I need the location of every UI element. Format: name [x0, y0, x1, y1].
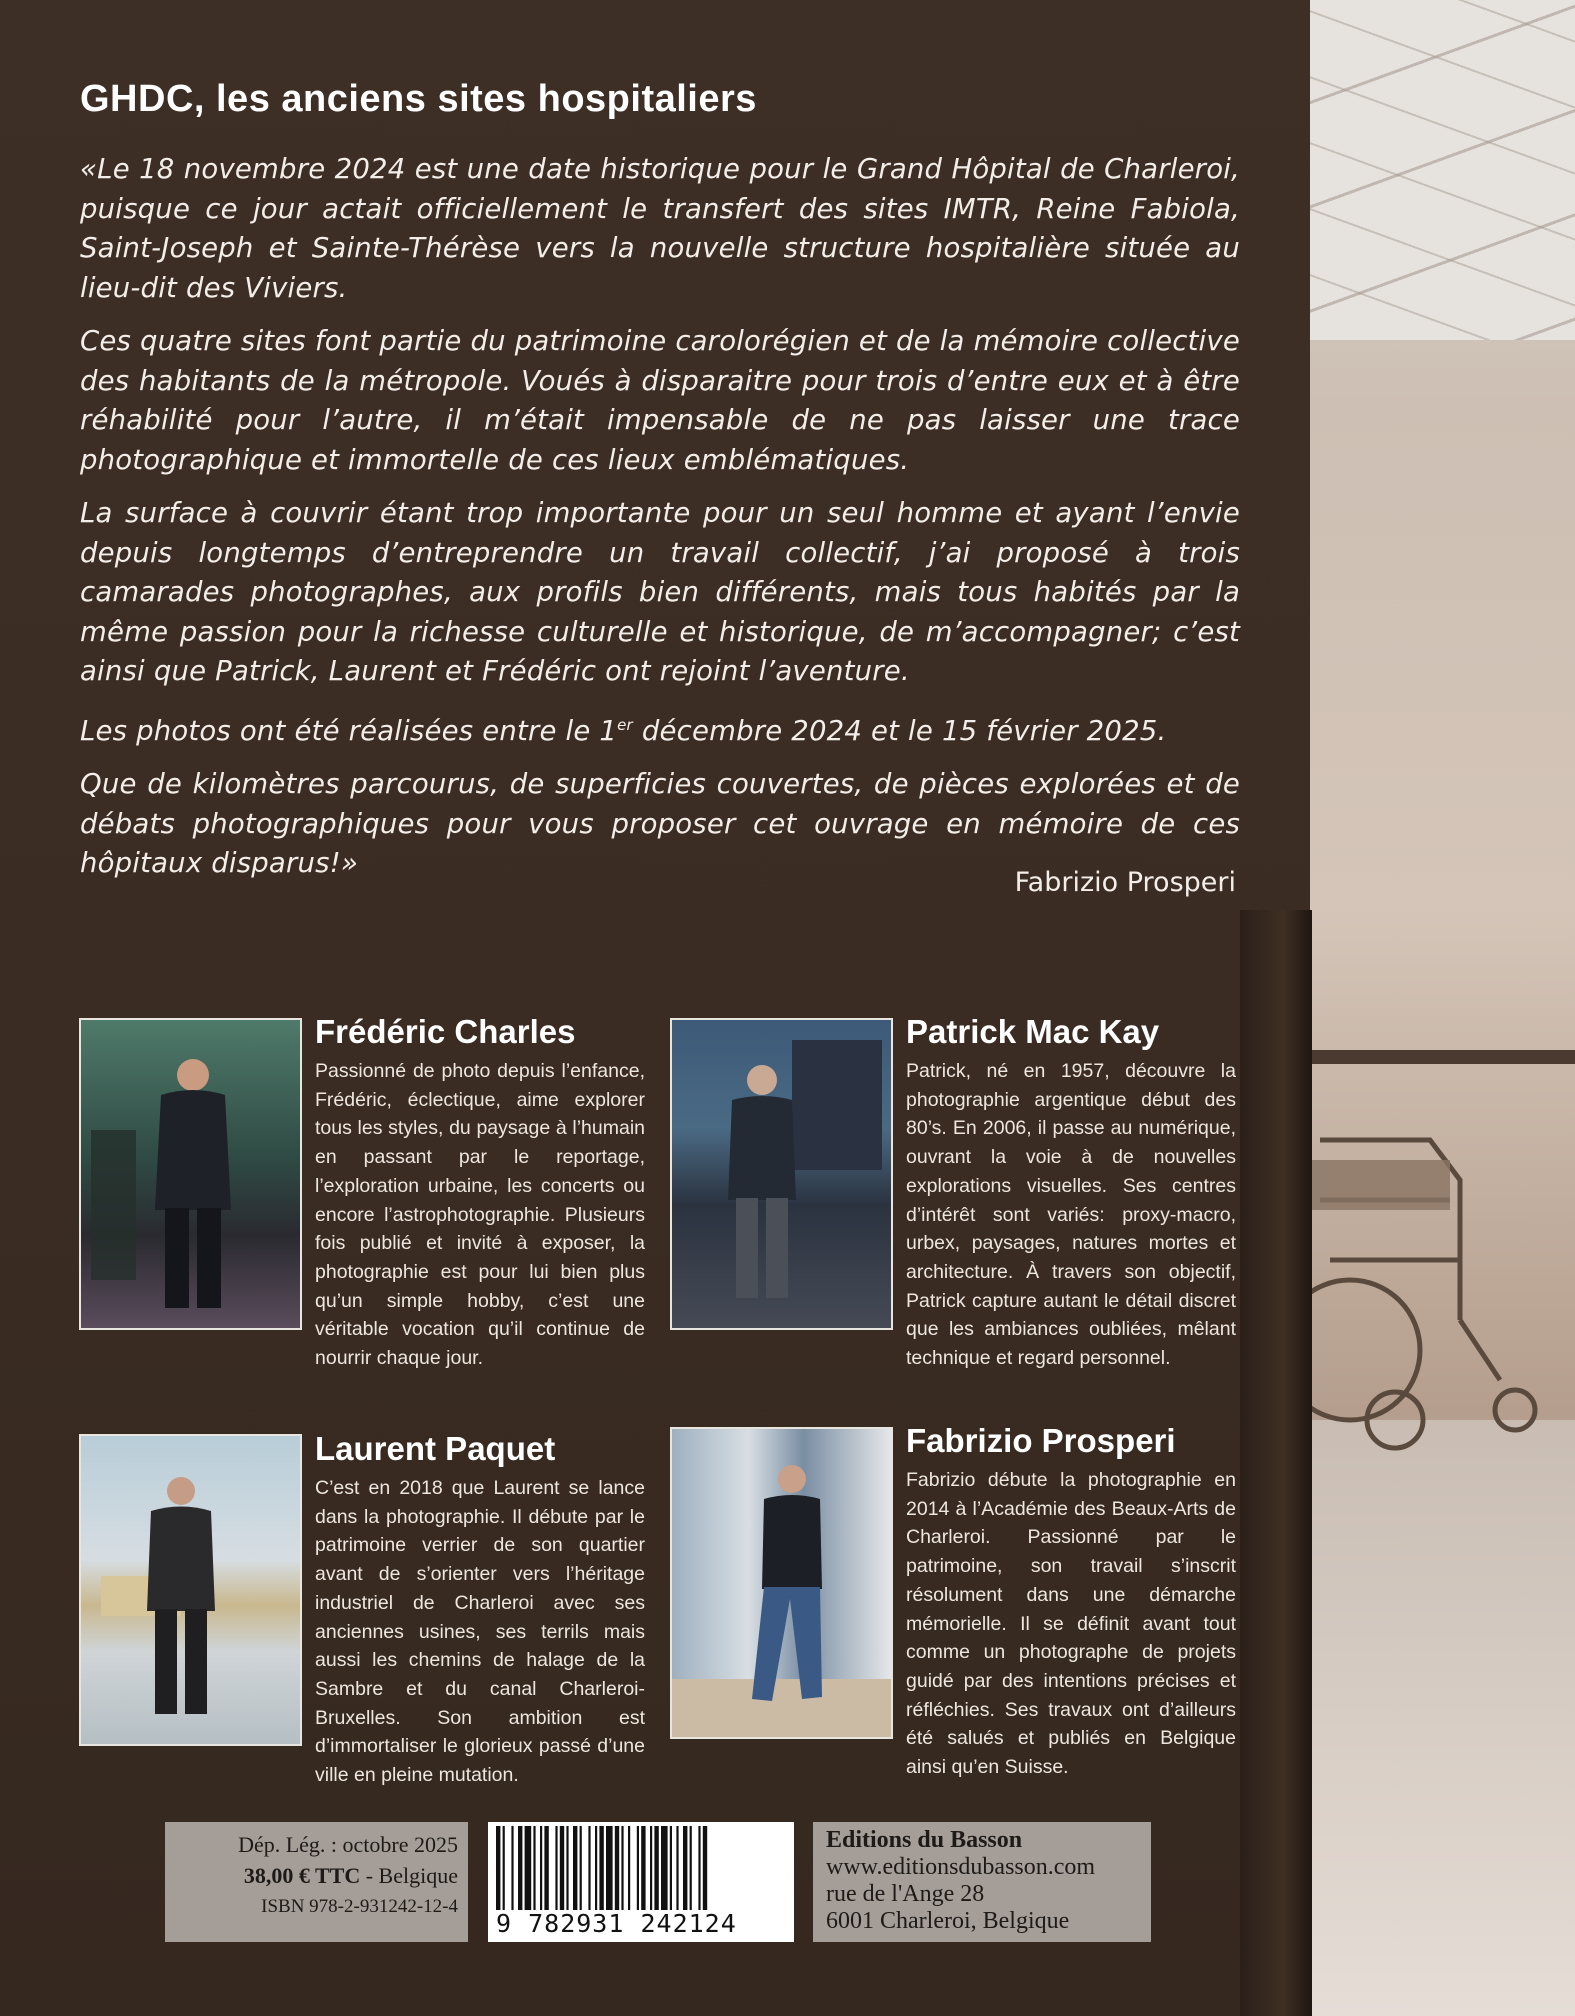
price: 38,00 € TTC — [243, 1863, 361, 1888]
corridor-handrail — [1310, 1050, 1575, 1064]
intro-signature: Fabrizio Prosperi — [1014, 867, 1236, 898]
bio-text: C’est en 2018 que Laurent se lance dans la photographie. Il débute par le patrimoine verrier de son quartier avant de s’orienter vers l’héritage industriel de Charleroi avec ses anciennes usines, ses terrils mais aussi les chemins de halage de la Sambre et du canal Charleroi-Bruxelles. Son ambition est d’immortaliser le glorieux passé d’une ville en pleine mutation. — [315, 1477, 645, 1787]
bio-name: Laurent Paquet — [315, 1430, 556, 1467]
intro-text — [80, 150, 1240, 884]
bio-text: Patrick, né en 1957, découvre la photographie argentique début des 80’s. En 2006, il passe au numérique, ouvrant la voie à de nouvelles explorations visuelles. Ses centres d’intérêt sont variés: proxy-macro, urbex, paysages, natures mortes et architecture. À travers son objectif, Patrick capture autant le détail discret que les ambiances oubliées, mêlant technique et regard personnel. — [906, 1060, 1236, 1370]
ordinal-suffix: er — [617, 715, 633, 734]
bio-name: Patrick Mac Kay — [906, 1013, 1160, 1050]
barcode-bar — [588, 1826, 590, 1910]
publisher-box — [813, 1822, 1151, 1942]
barcode-bar — [637, 1826, 639, 1910]
person-silhouette-icon — [81, 1020, 302, 1330]
publisher-city: 6001 Charleroi, Belgique — [826, 1908, 1070, 1934]
barcode-bar — [690, 1826, 692, 1910]
barcode-digits: 9 782931 242124 — [496, 1909, 737, 1938]
wheelchair-illustration — [1310, 1120, 1575, 1560]
intro-paragraph: Que de kilomètres parcourus, de superficies couvertes, de pièces explorées et de débats photographiques pour vous proposer cet ouvrage en mémoire de ces hôpitaux disparus!» — [80, 768, 1240, 880]
bio-text: Passionné de photo depuis l’enfance, Frédéric, éclectique, aime explorer tous les styles, du paysage à l’humain en passant par le reportage, l’exploration urbaine, les concerts ou encore l’astrophotographie. Plusieurs fois publié et invité à exposer, la photographie est pour lui bien plus qu’un simple hobby, c’est une véritable vocation qu’il continue de nourrir chaque jour. — [315, 1060, 645, 1370]
barcode-bar — [595, 1826, 597, 1910]
barcode-bar — [683, 1826, 687, 1910]
intro-dates-end: décembre 2024 et le 15 février 2025. — [632, 714, 1167, 747]
bio-name: Frédéric Charles — [315, 1013, 576, 1050]
intro-paragraph: «Le 18 novembre 2024 est une date historique pour le Grand Hôpital de Charleroi, puisque ce jour actait officiellement le transfert des sites IMTR, Reine Fabiola, Saint-Joseph et Sainte-Thérèse vers la nouvelle structure hospitalière située au lieu-dit des Viviers. — [80, 153, 1240, 304]
barcode-bar — [555, 1826, 557, 1910]
hospital-corridor-photo — [1310, 0, 1575, 2016]
ceiling-tiles — [1310, 0, 1575, 340]
price-region: - Belgique — [360, 1863, 458, 1888]
legal-deposit: Dép. Lég. : octobre 2025 — [238, 1832, 458, 1857]
barcode-bar — [641, 1826, 645, 1910]
page-title: GHDC, les anciens sites hospitaliers — [80, 78, 757, 120]
isbn-barcode — [488, 1822, 794, 1942]
barcode-bar — [533, 1826, 535, 1910]
barcode-bar — [698, 1826, 700, 1910]
portrait-frederic-charles — [79, 1018, 302, 1330]
barcode-bar — [544, 1826, 548, 1910]
barcode-bar — [670, 1826, 672, 1910]
isbn: ISBN 978-2-931242-12-4 — [261, 1896, 458, 1917]
barcode-bar — [540, 1826, 542, 1910]
intro-paragraph: Ces quatre sites font partie du patrimoine carolorégien et de la mémoire collective des habitants de la métropole. Voués à disparaitre pour trois d’entre eux et à être réhabilité pour l’autre, il m’était impensable de ne pas laisser une trace photographique et immortelle de ces lieux emblématiques. — [80, 325, 1240, 476]
portrait-fabrizio-prosperi — [670, 1427, 893, 1739]
intro-paragraph — [80, 706, 1240, 752]
barcode-bar — [518, 1826, 522, 1910]
barcode-bar — [654, 1826, 658, 1910]
portrait-laurent-paquet — [79, 1434, 302, 1746]
barcode-bar — [628, 1826, 630, 1910]
publisher-name: Editions du Basson — [826, 1827, 1023, 1853]
intro-dates-start: Les photos ont été réalisées entre le 1 — [80, 714, 618, 747]
barcode-bar — [621, 1826, 623, 1910]
barcode-bar — [615, 1826, 619, 1910]
price-line — [177, 1860, 458, 1891]
barcode-bar — [650, 1826, 652, 1910]
bio-text: Fabrizio débute la photographie en 2014 à l’Académie des Beaux-Arts de Charleroi. Passionné par le patrimoine, son travail s’inscrit résolument dans une démarche mémorielle. Il se définit avant tout comme un photographe de projets guidé par des intentions précises et réfléchies. Ses travaux ont d’ailleurs été salués et publiés en Belgique ainsi qu’en Suisse. — [906, 1469, 1236, 1779]
publisher-street: rue de l'Ange 28 — [826, 1881, 985, 1907]
person-silhouette-icon — [672, 1020, 893, 1330]
barcode-bar — [566, 1826, 568, 1910]
barcode-bar — [599, 1826, 603, 1910]
door-frame — [1240, 910, 1312, 2016]
barcode-bar — [606, 1826, 613, 1910]
barcode-bar — [703, 1826, 707, 1910]
publisher-website: www.editionsdubasson.com — [826, 1854, 1096, 1880]
portrait-patrick-mac-kay — [670, 1018, 893, 1330]
barcode-bar — [503, 1826, 505, 1910]
barcode-bar — [511, 1826, 513, 1910]
barcode-bar — [525, 1826, 532, 1910]
person-silhouette-icon — [672, 1429, 893, 1739]
barcode-bar — [676, 1826, 678, 1910]
bio-name: Fabrizio Prosperi — [906, 1422, 1176, 1459]
person-silhouette-icon — [81, 1436, 302, 1746]
barcode-bar — [496, 1826, 500, 1910]
barcode-bar — [661, 1826, 668, 1910]
barcode-bar — [580, 1826, 582, 1910]
intro-paragraph: La surface à couvrir étant trop importante pour un seul homme et ayant l’envie depuis longtemps d’entreprendre un travail collectif, j’ai proposé à trois camarades photographes, aux profils bien différents, mais tous habités par la même passion pour la richesse culturelle et historique, de m’accompagner; c’est ainsi que Patrick, Laurent et Frédéric ont rejoint l’aventure. — [80, 497, 1240, 687]
barcode-bar — [560, 1826, 564, 1910]
imprint-box — [165, 1822, 468, 1942]
barcode-bar — [573, 1826, 577, 1910]
barcode-bars — [494, 1826, 788, 1910]
